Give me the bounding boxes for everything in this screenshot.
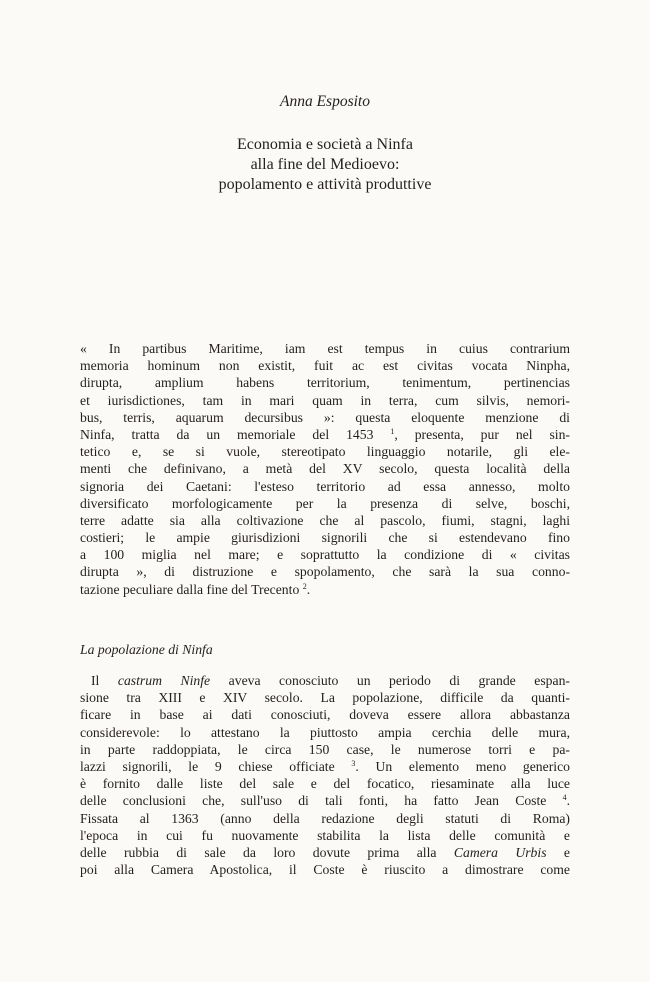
author-name: Anna Esposito [280,93,370,110]
intro-paragraph [80,340,570,598]
text-span: aveva conosciuto un periodo di grande espan- [210,673,570,688]
text-line [80,672,570,689]
title-line: Economia e società a Ninfa [237,136,413,153]
text-span: Ninfa, tratta da un memoriale del 1453 [80,426,391,442]
footnote-ref: 3 [351,758,356,768]
text-span: delle conclusioni che, sull'uso di tali fonti, ha fatto Jean Coste [80,793,563,809]
text-span: lazzi signorili, le 9 chiese officiate [80,758,352,774]
text-line: dirupta, amplium habens territorium, tenimentum, pertinencias [80,375,570,391]
title-line: alla fine del Medioevo: [250,156,400,173]
text-line: bus, terris, aquarum decursibus »: questa eloquente menzione di [80,409,570,425]
text-line: è fornito dalle liste del sale e del focatico, riesaminate alla luce [80,776,570,792]
text-line: tetico e, se si vuole, stereotipato linguaggio notarile, gli ele- [80,444,570,460]
text-line [80,758,570,775]
text-line [80,792,570,809]
text-span: . Un elemento meno generico [355,758,571,774]
italic-term: castrum Ninfe [117,673,211,688]
footnote-ref: 1 [390,426,395,436]
article-title [0,135,650,195]
text-line: « In partibus Maritime, iam est tempus in cuius contrarium [80,341,570,356]
text-line: signoria dei Caetani: l'esteso territorio ad essa annesso, molto [80,478,570,494]
text-span: . [566,793,570,809]
text-line: l'epoca in cui fu nuovamente stabilita la lista delle comunità e [80,827,570,843]
text-line: considerevole: lo attestano la piuttosto ampia cerchia delle mura, [80,724,570,740]
text-line: menti che definivano, a metà del XV secolo, questa località della [80,461,570,477]
text-span: e [546,844,570,860]
text-line: poi alla Camera Apostolica, il Coste è riuscito a dimostrare come [80,862,570,878]
text-span: , presenta, pur nel sin- [394,426,570,442]
text-span: . [306,581,311,597]
text-line: in parte raddoppiata, le circa 150 case, le numerose torri e pa- [80,741,570,757]
text-line: a 100 miglia nel mare; e soprattutto la condizione di « civitas [80,547,570,563]
text-line [80,844,570,861]
section-heading: La popolazione di Ninfa [80,642,213,657]
title-line: popolamento e attività produttive [218,176,432,193]
text-line: terre adatte sia alla coltivazione che al pascolo, fiumi, stagni, laghi [80,512,570,528]
text-line: memoria hominum non existit, fuit ac est civitas vocata Ninpha, [80,358,570,374]
body-paragraph [80,672,570,878]
footnote-ref: 4 [562,793,567,803]
footnote-ref: 2 [302,581,307,591]
text-line [80,581,570,598]
text-line: ficare in base ai dati conosciuti, doveva essere allora abbastanza [80,707,570,723]
text-line: et iurisdictiones, tam in mari quam in terra, cum silvis, nemori- [80,392,570,408]
text-line: diversificato morfologicamente per la presenza di selve, boschi, [80,495,570,511]
text-span: Il [91,673,118,688]
text-line: dirupta », di distruzione e spopolamento, che sarà la sua conno- [80,564,570,580]
text-line [80,426,570,443]
text-span: tazione peculiare dalla fine del Trecento [80,581,303,597]
text-line: sione tra XIII e XIV secolo. La popolazione, difficile da quanti- [80,690,570,706]
text-span: delle rubbia di sale da loro dovute prima alla [80,844,454,860]
italic-term: Camera Urbis [453,844,547,860]
text-line: Fissata al 1363 (anno della redazione degli statuti di Roma) [80,810,570,826]
text-line: costieri; le ampie giurisdizioni signorili che si estendevano fino [80,530,570,546]
